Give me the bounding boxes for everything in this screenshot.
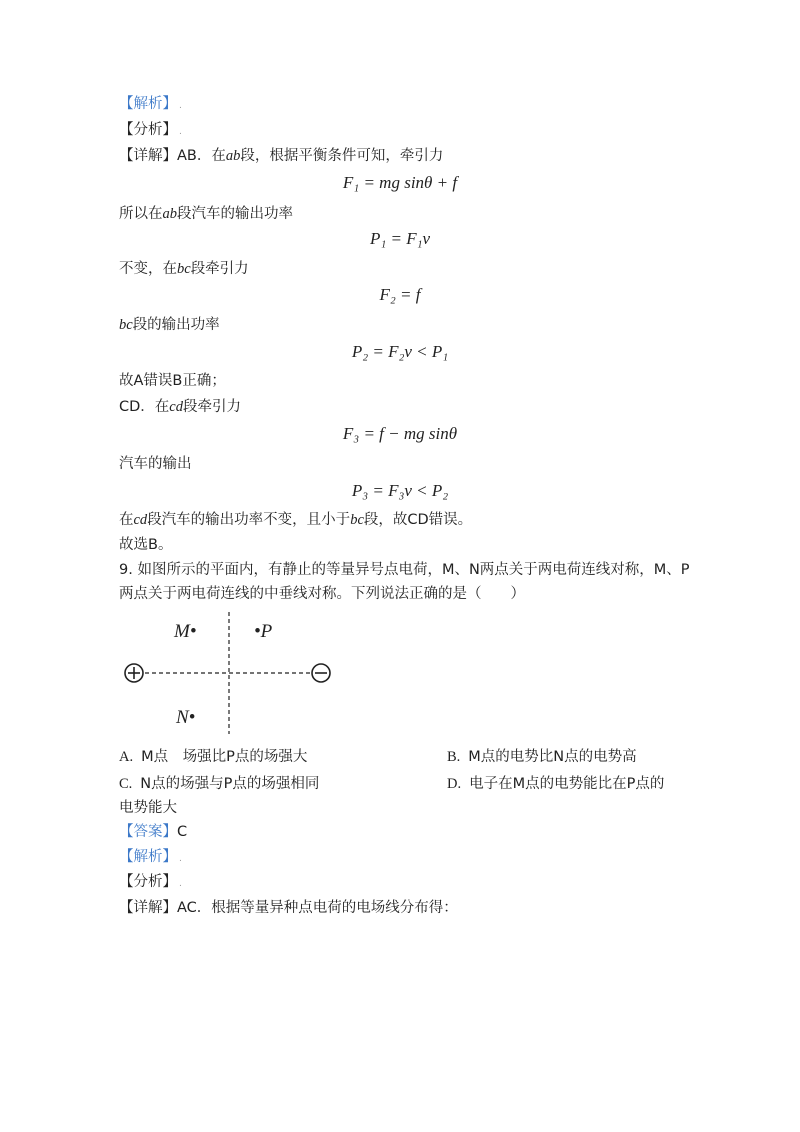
option-text: 电子在M点的电势能比在P点的 (469, 776, 665, 792)
detail-tag: 【详解】 (119, 900, 177, 916)
detail-line-1 (119, 146, 443, 166)
text: 段牵引力 (190, 261, 249, 277)
question-line-1 (119, 560, 690, 580)
option-a (119, 747, 307, 767)
option-d (447, 774, 664, 794)
detail-line-2 (119, 898, 458, 918)
equation-p1: P₁ = F₁v (369, 229, 431, 248)
option-d-continued (119, 798, 177, 818)
question-text: 两点关于两电荷连线的中垂线对称。下列说法正确的是（ ） (119, 586, 525, 602)
text: 故选B。 (119, 537, 173, 553)
text: 在 (119, 512, 134, 528)
bc-power-line (119, 315, 220, 335)
analysis-tag: 【解析】 (119, 96, 177, 112)
equation-f3: F₃ = f − mg sinθ (342, 424, 458, 443)
question-text: 9. 如图所示的平面内，有静止的等量异号点电荷，M、N两点关于两电荷连线对称，M、P (119, 562, 690, 578)
fenxi-tag: 【分析】 (119, 122, 177, 138)
car-output-line (119, 454, 192, 474)
detail-text: AB．在 (177, 148, 226, 164)
text: 段，故CD错误。 (363, 512, 473, 528)
text: 段牵引力 (182, 399, 241, 415)
var-ab: ab (162, 206, 177, 222)
point-p-label: •P (254, 621, 273, 642)
answer-b-line (119, 535, 172, 555)
fenxi-line-1 (119, 120, 182, 142)
bc-force-line (119, 259, 249, 279)
text: 段的输出功率 (132, 317, 220, 333)
equation-p3: P₃ = F₃v < P₂ (351, 481, 449, 500)
analysis-tag: 【解析】 (119, 849, 177, 865)
analysis-line-1 (119, 94, 182, 116)
var-bc: bc (350, 512, 364, 528)
equation-p2: P₂ = F₂v < P₁ (351, 342, 449, 361)
detail-text: AC．根据等量异种点电荷的电场线分布得： (177, 900, 458, 916)
point-m-label: M• (174, 621, 197, 642)
text: 段汽车的输出功率不变，且小于 (147, 512, 351, 528)
charge-diagram-svg (117, 612, 347, 737)
option-text: 电势能大 (119, 800, 177, 816)
text: CD．在 (119, 399, 170, 415)
fenxi-tag: 【分析】 (119, 874, 177, 890)
option-c (119, 774, 319, 794)
var-cd: cd (133, 512, 148, 528)
conclusion-ab-line (119, 371, 226, 391)
ab-power-line (119, 204, 293, 224)
fenxi-line-2 (119, 872, 182, 894)
paragraph-mark: . (179, 879, 182, 889)
point-n-label: N• (176, 707, 196, 728)
option-letter: D. (447, 776, 462, 792)
text: 所以在 (119, 206, 163, 222)
option-letter: A. (119, 749, 134, 765)
detail-text-2: 段，根据平衡条件可知，牵引力 (240, 148, 444, 164)
var-bc: bc (119, 317, 133, 333)
paragraph-mark: . (179, 101, 182, 111)
answer-value: C (177, 824, 188, 840)
answer-tag: 【答案】 (119, 824, 177, 840)
paragraph-mark: . (179, 127, 182, 137)
text: 段汽车的输出功率 (177, 206, 293, 222)
detail-tag: 【详解】 (119, 148, 177, 164)
charge-diagram (117, 612, 347, 737)
option-letter: C. (119, 776, 133, 792)
text: 不变，在 (119, 261, 177, 277)
option-b (447, 747, 637, 767)
paragraph-mark: . (179, 854, 182, 864)
equation-f2: F₂ = f (379, 285, 421, 304)
option-text: N点的场强与P点的场强相同 (140, 776, 320, 792)
analysis-line-2 (119, 847, 182, 869)
option-text: M点 场强比P点的场强大 (141, 749, 308, 765)
equation-f1: F₁ = mg sinθ + f (342, 173, 458, 192)
text: 故A错误B正确； (119, 373, 226, 389)
answer-line-2 (119, 822, 187, 842)
var-ab: ab (225, 148, 241, 164)
option-letter: B. (447, 749, 461, 765)
cd-conclusion-line (119, 510, 472, 530)
text: 汽车的输出 (119, 456, 192, 472)
var-cd: cd (169, 399, 183, 415)
var-bc: bc (177, 261, 191, 277)
cd-force-line (119, 397, 241, 417)
option-text: M点的电势比N点的电势高 (468, 749, 637, 765)
question-line-2 (119, 584, 525, 604)
